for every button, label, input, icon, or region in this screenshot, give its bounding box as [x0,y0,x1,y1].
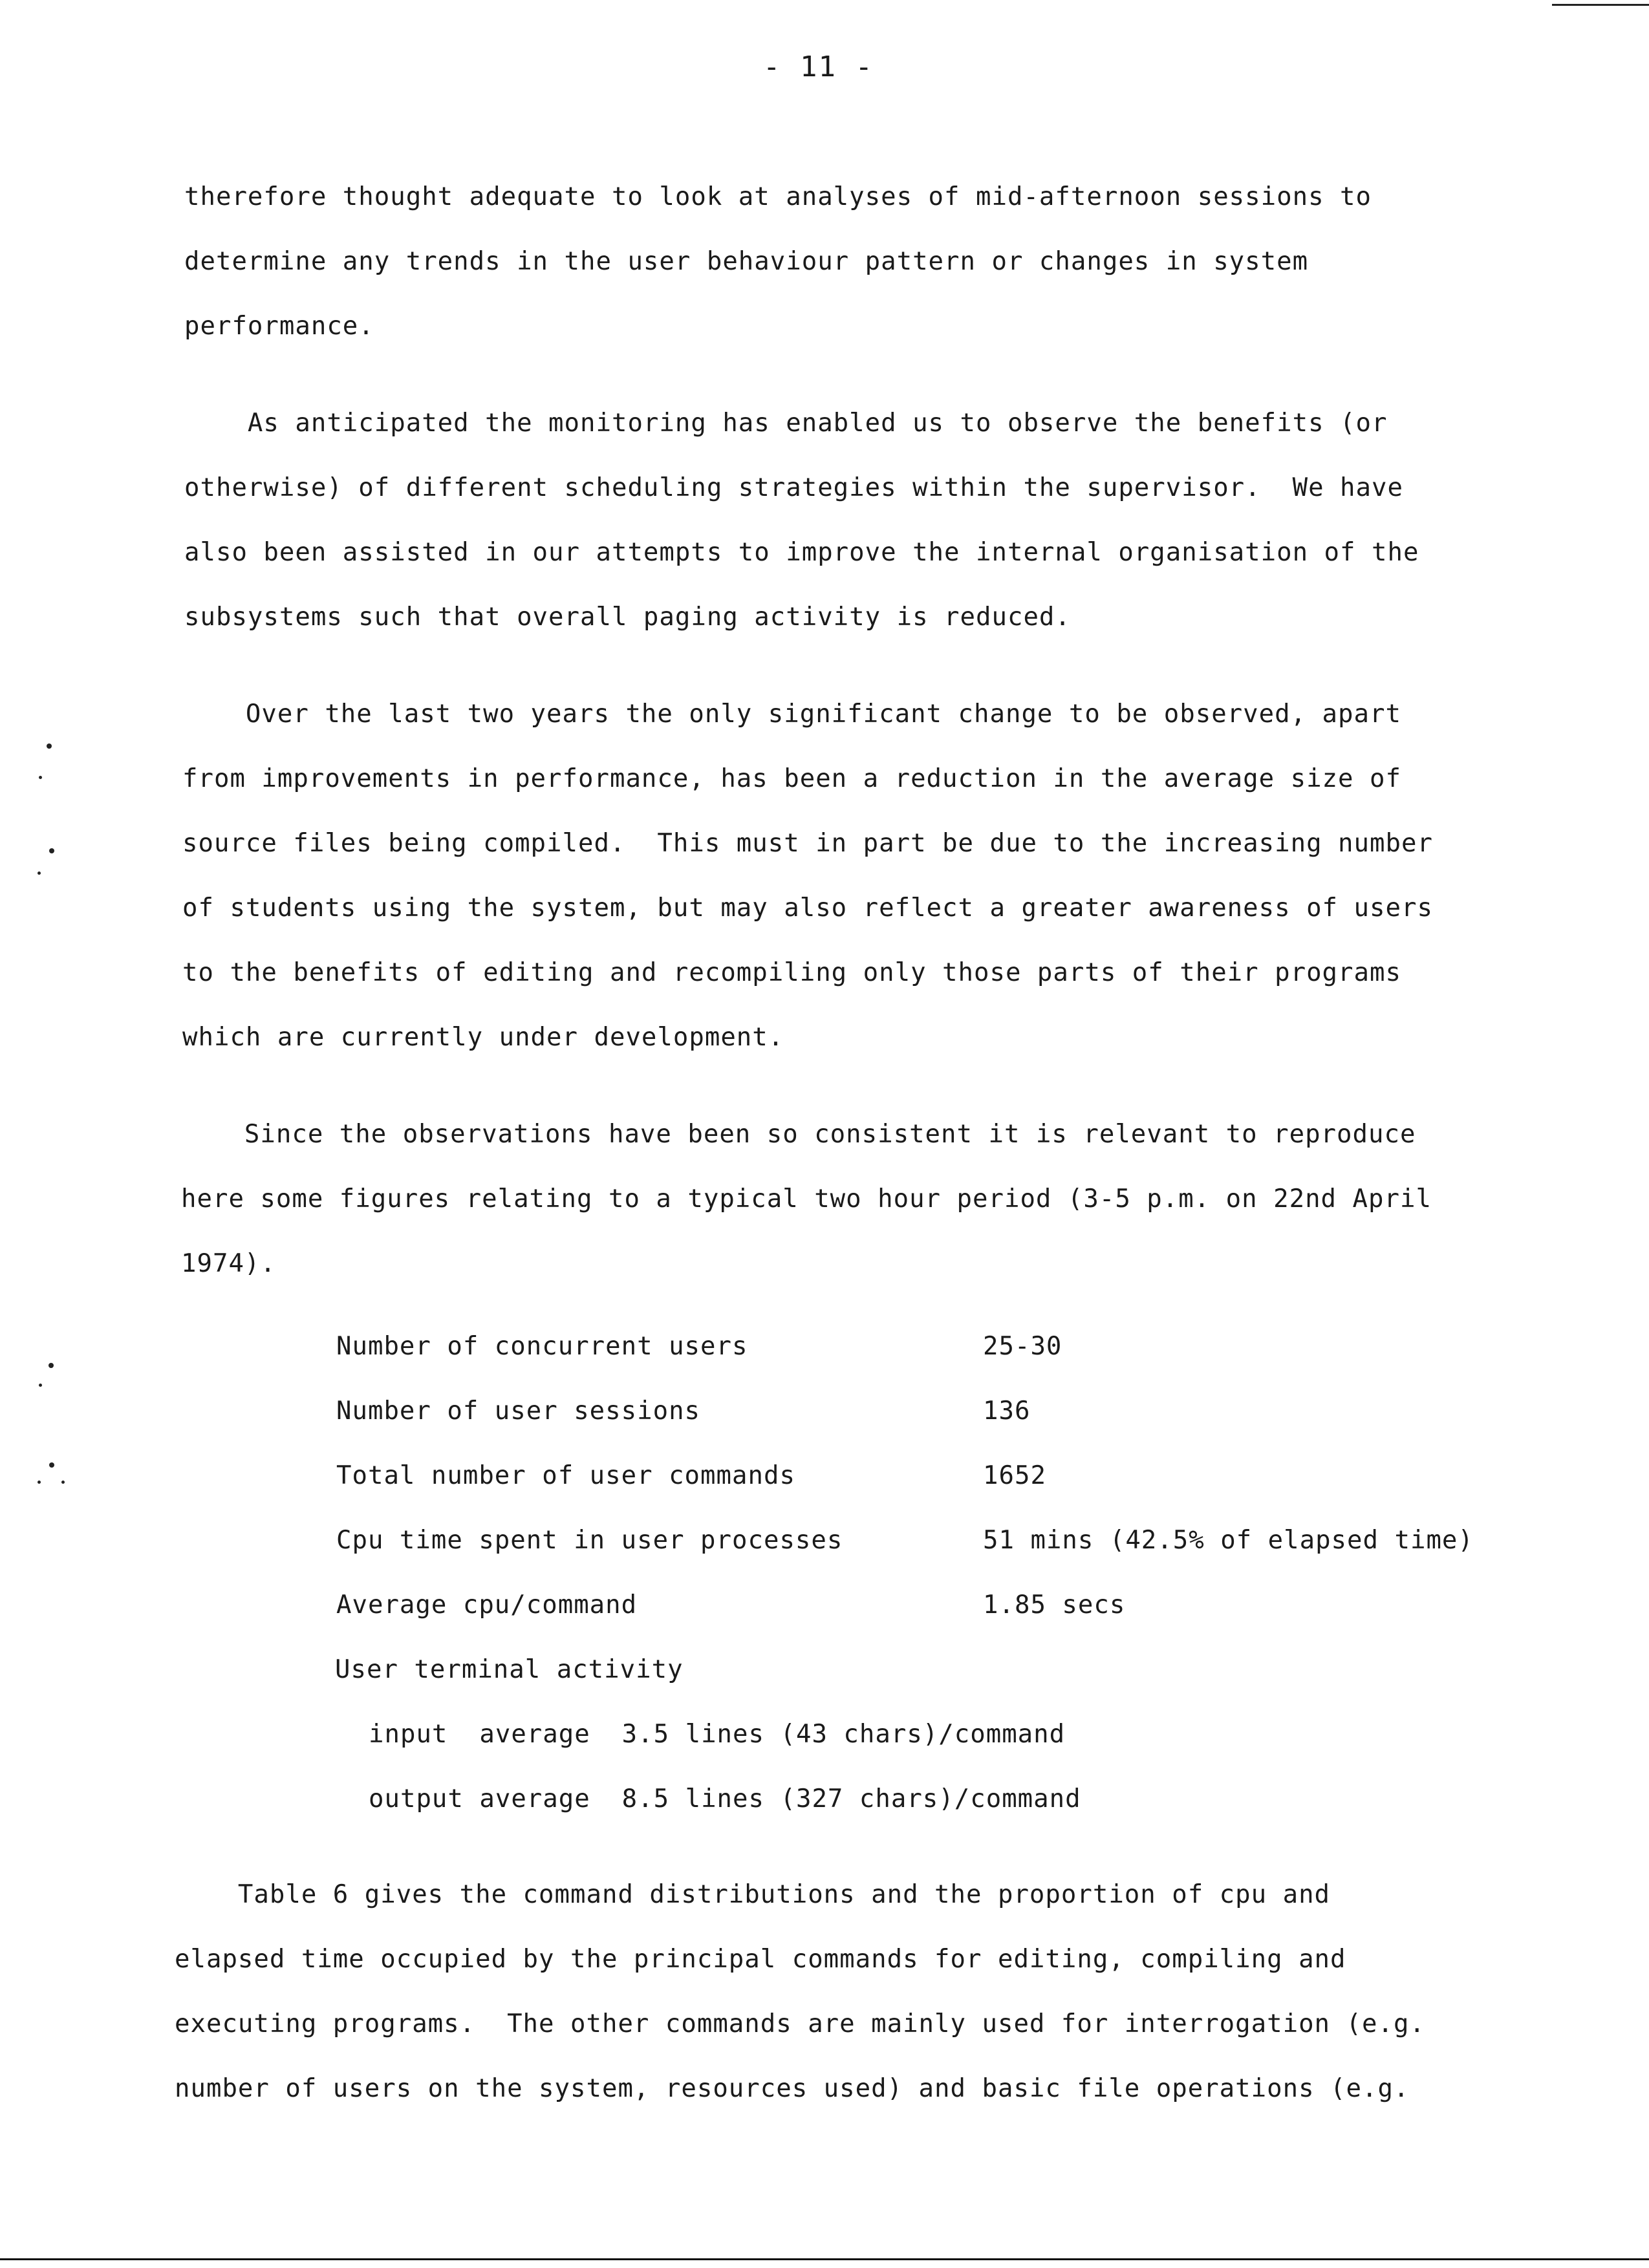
scan-mark [48,1363,54,1368]
paragraph-1-line-3: performance. [184,312,374,341]
terminal-activity-input: input average 3.5 lines (43 chars)/command [369,1720,1066,1749]
paragraph-1-line-2: determine any trends in the user behaviour pattern or changes in system [184,247,1309,276]
paragraph-3-line-2: from improvements in performance, has been a reduction in the average size of [182,764,1401,793]
scan-mark [47,744,52,749]
figure-value-cpu-time: 51 mins (42.5% of elapsed time) [983,1526,1474,1555]
paragraph-3-line-4: of students using the system, but may also reflect a greater awareness of users [182,893,1433,923]
paragraph-2-line-3: also been assisted in our attempts to improve the internal organisation of the [184,538,1419,567]
closing-line-4: number of users on the system, resources used) and basic file operations (e.g. [175,2074,1410,2103]
paragraph-1-line-1: therefore thought adequate to look at analyses of mid-afternoon sessions to [184,182,1372,211]
paragraph-4-line-3: 1974). [181,1249,276,1278]
page-edge-top [1552,4,1649,6]
paragraph-4-line-1: Since the observations have been so consistent it is relevant to reproduce [181,1120,1416,1149]
closing-line-2: elapsed time occupied by the principal commands for editing, compiling and [175,1945,1346,1974]
figure-label-cpu-time: Cpu time spent in user processes [336,1526,843,1555]
paragraph-2-line-2: otherwise) of different scheduling strategies within the supervisor. We have [184,473,1403,502]
figure-value-average-cpu: 1.85 secs [983,1590,1126,1620]
paragraph-4-line-2: here some figures relating to a typical two hour period (3-5 p.m. on 22nd April [181,1184,1432,1214]
scan-mark [61,1481,65,1484]
paragraph-3-line-5: to the benefits of editing and recompiling only those parts of their programs [182,958,1401,987]
paragraph-3-line-6: which are currently under development. [182,1023,784,1052]
scan-mark [49,848,54,853]
paragraph-3-line-1: Over the last two years the only significant change to be observed, apart [182,700,1401,729]
closing-line-3: executing programs. The other commands are mainly used for interrogation (e.g. [175,2009,1425,2038]
closing-line-1: Table 6 gives the command distributions and the proportion of cpu and [175,1880,1331,1909]
page-edge-bottom [0,2258,1649,2260]
figure-value-user-sessions: 136 [983,1396,1031,1426]
scan-mark [49,1462,54,1468]
paragraph-3-line-3: source files being compiled. This must in part be due to the increasing number [182,829,1433,858]
paragraph-2-line-4: subsystems such that overall paging activity is reduced. [184,603,1071,632]
scan-mark [39,776,42,779]
scan-mark [38,1481,41,1484]
figure-label-terminal-activity: User terminal activity [335,1655,684,1684]
figure-label-average-cpu: Average cpu/command [336,1590,638,1620]
figure-label-concurrent-users: Number of concurrent users [336,1332,748,1361]
figure-label-user-commands: Total number of user commands [336,1461,795,1490]
paragraph-2-line-1: As anticipated the monitoring has enabled us to observe the benefits (or [184,409,1388,438]
figure-value-user-commands: 1652 [983,1461,1046,1490]
page-number: - 11 - [763,50,874,83]
figure-label-user-sessions: Number of user sessions [336,1396,701,1426]
figure-value-concurrent-users: 25-30 [983,1332,1062,1361]
terminal-activity-output: output average 8.5 lines (327 chars)/command [369,1784,1081,1813]
scan-mark [38,872,41,875]
scan-mark [39,1384,42,1387]
